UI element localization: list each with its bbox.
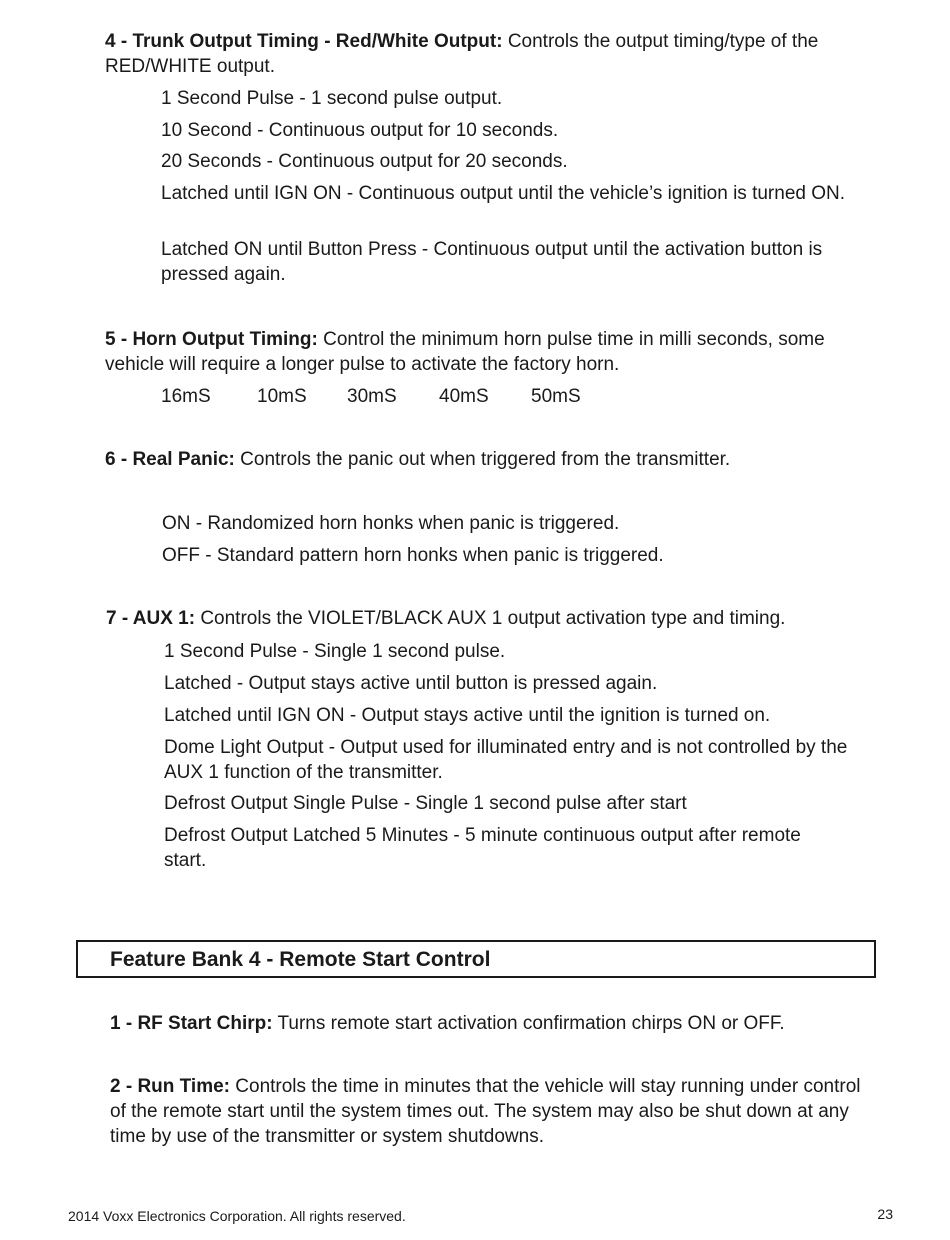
real-panic-heading: 6 - Real Panic: (105, 449, 235, 470)
horn-timing-value: 16mS (161, 386, 211, 407)
page-number: 23 (877, 1206, 893, 1222)
run-time-heading: 2 - Run Time: (110, 1076, 230, 1097)
panic-option-off: OFF - Standard pattern horn honks when panic is triggered. (162, 545, 664, 566)
rf-start-chirp-paragraph (110, 1011, 880, 1036)
horn-timing-value: 40mS (439, 386, 489, 407)
panic-option-on: ON - Randomized horn honks when panic is triggered. (162, 513, 620, 534)
horn-timing-value: 10mS (257, 386, 307, 407)
aux1-option-4: Dome Light Output - Output used for illuminated entry and is not controlled by the AUX 1 function of the transmitter. (164, 737, 848, 783)
aux1-option-2: Latched - Output stays active until button is pressed again. (164, 673, 658, 694)
run-time-paragraph (110, 1074, 870, 1149)
horn-timing-values (161, 384, 661, 409)
rf-start-chirp-description: Turns remote start activation confirmation chirps ON or OFF. (272, 1013, 785, 1034)
horn-output-paragraph (105, 327, 835, 377)
aux1-option-3: Latched until IGN ON - Output stays active until the ignition is turned on. (164, 705, 771, 726)
rf-start-chirp-heading: 1 - RF Start Chirp: (110, 1013, 273, 1034)
trunk-output-heading: 4 - Trunk Output Timing - Red/White Output: (105, 31, 503, 52)
feature-bank-4-header (76, 940, 876, 978)
horn-timing-value: 30mS (347, 386, 397, 407)
real-panic-description: Controls the panic out when triggered from the transmitter. (234, 449, 731, 470)
trunk-option-2: 10 Second - Continuous output for 10 seconds. (161, 120, 559, 141)
run-time-description: Controls the time in minutes that the vehicle will stay running under control of the remote start until the system times out. The system may also be shut down at any time by use of the transmitter or system shutdowns. (110, 1076, 861, 1147)
trunk-option-1: 1 Second Pulse - 1 second pulse output. (161, 88, 503, 109)
aux1-paragraph (106, 606, 876, 631)
horn-output-description: Control the minimum horn pulse time in milli seconds, some vehicle will require a longer pulse to activate the factory horn. (105, 329, 825, 375)
real-panic-paragraph (105, 447, 875, 472)
aux1-option-5: Defrost Output Single Pulse - Single 1 second pulse after start (164, 793, 687, 814)
horn-output-heading: 5 - Horn Output Timing: (105, 329, 318, 350)
trunk-option-5: Latched ON until Button Press - Continuous output until the activation button is pressed again. (161, 239, 823, 285)
aux1-heading: 7 - AUX 1: (106, 608, 196, 629)
aux1-option-1: 1 Second Pulse - Single 1 second pulse. (164, 641, 506, 662)
trunk-option-4: Latched until IGN ON - Continuous output until the vehicle’s ignition is turned ON. (161, 183, 846, 204)
aux1-description: Controls the VIOLET/BLACK AUX 1 output activation type and timing. (195, 608, 786, 629)
trunk-option-3: 20 Seconds - Continuous output for 20 seconds. (161, 151, 568, 172)
trunk-output-paragraph (105, 29, 875, 79)
footer-copyright: 2014 Voxx Electronics Corporation. All rights reserved. (68, 1208, 406, 1224)
horn-timing-value: 50mS (531, 386, 581, 407)
aux1-option-6: Defrost Output Latched 5 Minutes - 5 minute continuous output after remote start. (164, 825, 801, 871)
trunk-output-description: Controls the output timing/type of the RED/WHITE output. (105, 31, 819, 77)
feature-bank-4-title: Feature Bank 4 - Remote Start Control (110, 948, 491, 971)
